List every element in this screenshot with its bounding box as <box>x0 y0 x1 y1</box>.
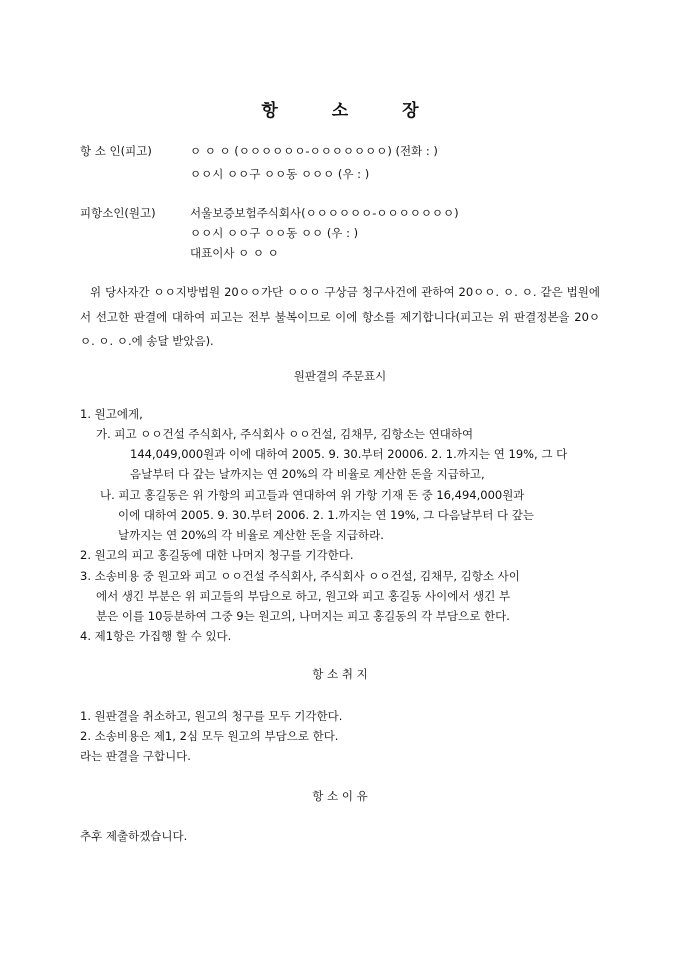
orig-item-2: 2. 원고의 피고 홍길동에 대한 나머지 청구를 기각한다. <box>80 548 354 562</box>
appellee-name-line: 서울보증보험주식회사(ㅇㅇㅇㅇㅇㅇ-ㅇㅇㅇㅇㅇㅇㅇ) <box>190 206 459 220</box>
original-judgment-heading: 원판결의 주문표시 <box>293 369 387 383</box>
appellant-address-line: ㅇㅇ시 ㅇㅇ구 ㅇㅇ동 ㅇㅇㅇ (우 : ) <box>190 167 370 181</box>
appellant-label: 항 소 인(피고) <box>80 144 152 158</box>
appellant-name-line: ㅇ ㅇ ㅇ (ㅇㅇㅇㅇㅇㅇ-ㅇㅇㅇㅇㅇㅇㅇ) (전화 : ) <box>190 144 438 158</box>
purpose-item-2: 2. 소송비용은 제1, 2심 모두 원고의 부담으로 한다. <box>80 729 339 743</box>
orig-item-3-line-2: 에서 생긴 부분은 위 피고들의 부담으로 하고, 원고와 피고 홍길동 사이에서 생긴 부 <box>96 589 511 603</box>
appeal-reason-heading: 항 소 이 유 <box>312 789 368 803</box>
orig-item-1: 1. 원고에게, <box>80 407 143 421</box>
purpose-closing: 라는 판결을 구합니다. <box>80 749 191 763</box>
orig-item-3-line-1: 3. 소송비용 중 원고와 피고 ㅇㅇ건설 주식회사, 주식회사 ㅇㅇ건설, 김채무, 김항소 사이 <box>80 569 520 583</box>
appellee-label: 피항소인(원고) <box>80 206 156 220</box>
intro-paragraph: 위 당사자간 ㅇㅇ지방법원 20ㅇㅇ가단 ㅇㅇㅇ 구상금 청구사건에 관하여 20ㅇㅇ. ㅇ. ㅇ. 같은 법원에서 선고한 판결에 대하여 피고는 전부 불복이므로 이에 항소를 제기합니다(피고는 위 판결정본을 20ㅇㅇ. ㅇ. ㅇ.에 송달 받았음). <box>80 285 600 348</box>
appellee-address-line: ㅇㅇ시 ㅇㅇ구 ㅇㅇ동 ㅇㅇ (우 : ) <box>190 226 359 240</box>
orig-item-4: 4. 제1항은 가집행 할 수 있다. <box>80 629 232 643</box>
orig-item-3-line-3: 분은 이를 10등분하여 그중 9는 원고의, 나머지는 피고 홍길동의 각 부담으로 한다. <box>96 609 510 623</box>
purpose-item-1: 1. 원판결을 취소하고, 원고의 청구를 모두 기각한다. <box>80 709 343 723</box>
title-char-3: 장 <box>402 101 419 121</box>
appeal-reason-text: 추후 제출하겠습니다. <box>80 829 188 843</box>
title-char-2: 소 <box>331 101 349 121</box>
document-title <box>0 96 680 121</box>
appellee-representative-line: 대표이사 ㅇ ㅇ ㅇ <box>190 246 279 260</box>
orig-item-1-ga-line-2: 144,049,000원과 이에 대하여 2005. 9. 30.부터 20006. 2. 1.까지는 연 19%, 그 다 <box>130 447 568 461</box>
orig-item-1-ga-line-3: 음날부터 다 갚는 날까지는 연 20%의 각 비율로 계산한 돈을 지급하고, <box>130 467 485 481</box>
appeal-purpose-heading: 항 소 취 지 <box>312 667 368 681</box>
orig-item-1-ga-line-1: 가. 피고 ㅇㅇ건설 주식회사, 주식회사 ㅇㅇ건설, 김채무, 김항소는 연대하여 <box>96 427 474 441</box>
title-char-1: 항 <box>261 101 278 121</box>
orig-item-1-na-line-2: 이에 대하여 2005. 9. 30.부터 2006. 2. 1.까지는 연 19%, 그 다음날부터 다 갚는 <box>118 508 534 522</box>
orig-item-1-na-line-3: 날까지는 연 20%의 각 비율로 계산한 돈을 지급하라. <box>118 528 384 542</box>
orig-item-1-na-line-1: 나. 피고 홍길동은 위 가항의 피고들과 연대하여 위 가항 기재 돈 중 16,494,000원과 <box>100 488 525 502</box>
